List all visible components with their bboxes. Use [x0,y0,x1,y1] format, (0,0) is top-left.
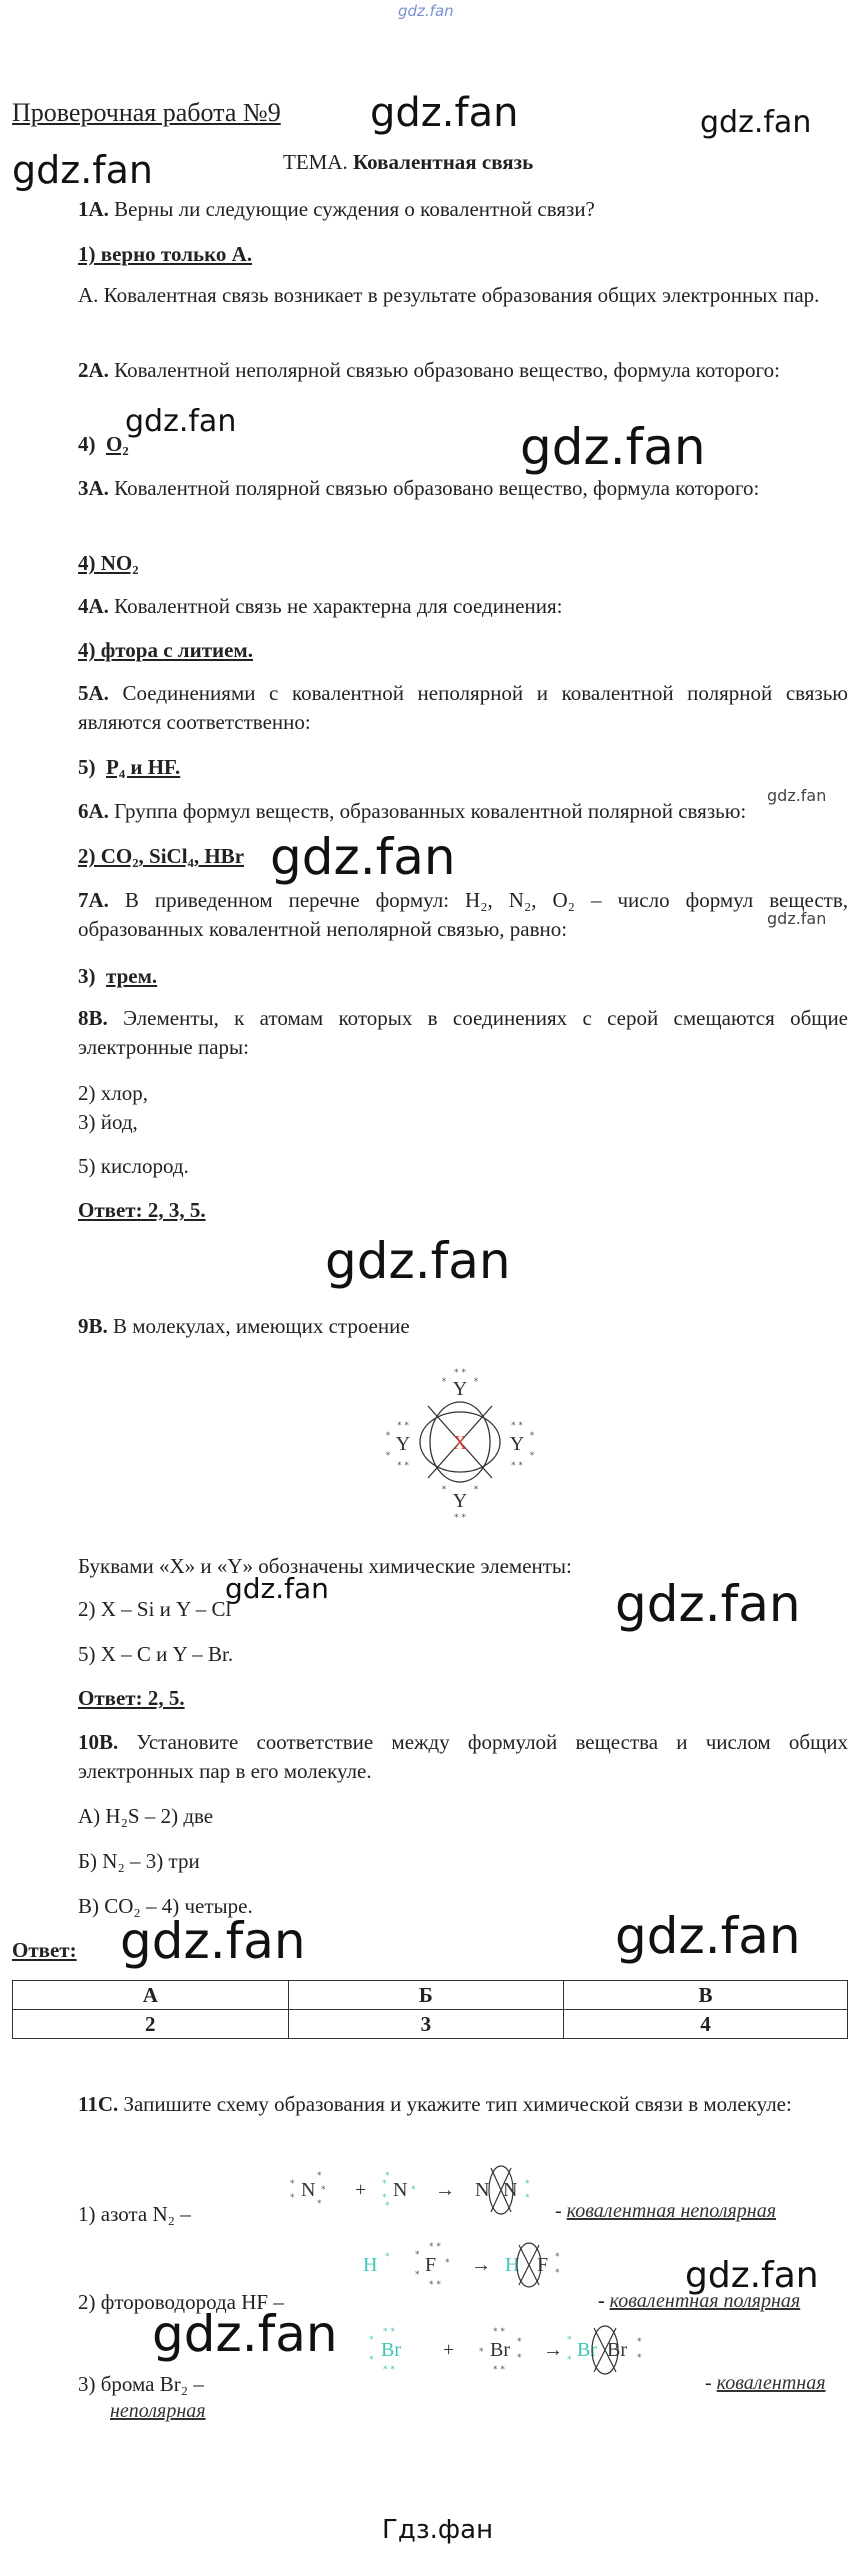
scheme-label: 3) брома Br₂ – [78,2372,204,2396]
option: 5) кислород. [78,1154,189,1178]
question-4 [78,592,848,621]
watermark: gdz.fan [700,105,812,140]
question-number: 9В. [78,1314,108,1338]
watermark: gdz.fan [225,1572,329,1605]
svg-text:*: * [567,2335,572,2345]
svg-text:*: * [385,2201,390,2211]
answer-label: Ответ: [12,1938,77,1962]
atom-symbol: F [537,2254,549,2276]
bond-type [598,2290,800,2313]
svg-text:*: * [445,2258,450,2268]
atom-symbol: Br [577,2339,597,2361]
plus-sign: + [443,2339,455,2361]
formation-scheme-br2 [365,2320,675,2380]
statement-1: А. Ковалентная связь возникает в результате образования общих электронных пар. [78,283,820,307]
question-text: Ковалентной неполярной связью образовано вещество, формула которого: [114,358,780,382]
svg-text:*: * [529,1431,535,1441]
svg-text:*: * [290,2179,295,2189]
topic-prefix: ТЕМА. [283,150,348,174]
question-10 [78,1728,848,1786]
scheme-label: 2) фтороводорода HF – [78,2290,284,2314]
bond-type-text: неполярная [110,2400,206,2422]
svg-text:*: * [517,2337,522,2347]
svg-text:*: * [317,2171,322,2181]
answer-5 [78,753,180,782]
svg-text:*: * [369,2335,374,2345]
ligand-atom: Y [452,1378,468,1400]
svg-text:* *: * * [429,2280,441,2290]
atom-symbol: N [503,2179,518,2201]
atom-symbol: Br [607,2339,627,2361]
answer-value: O₂ [106,432,129,456]
answer-value: трем. [106,964,158,988]
svg-text:*: * [517,2353,522,2363]
question-text: Ковалентной полярной связью образовано вещество, формула которого: [114,476,760,500]
svg-text:*: * [473,1377,479,1387]
atom-symbol: F [425,2254,437,2276]
ligand-atom: Y [509,1433,525,1455]
arrow: → [471,2254,491,2276]
plus-sign: + [355,2179,367,2201]
answer-8: Ответ: 2, 3, 5. [78,1198,206,1222]
question-text: В молекулах, имеющих строение [113,1314,410,1338]
option: 3) йод, [78,1110,138,1134]
question-8 [78,1004,848,1062]
question-text: Соединениями с ковалентной неполярной и ковалентной полярной связью являются соответственно: [78,681,848,734]
table-cell: 2 [13,2010,289,2039]
ligand-atom: Y [395,1433,411,1455]
ligand-atom: Y [452,1490,468,1512]
molecule-structure-diagram [380,1362,540,1522]
svg-text:*: * [385,1431,391,1441]
dash: - [705,2372,712,2394]
question-6 [78,797,848,826]
bond-type [555,2200,776,2223]
question-11 [78,2090,848,2119]
page-title: Проверочная работа №9 [12,98,281,127]
svg-text:*: * [290,2193,295,2203]
table-header-row [13,1981,848,2010]
answer-2 [78,430,129,459]
svg-text:*: * [555,2252,560,2262]
svg-text:*: * [473,1485,479,1495]
question-text: Группа формул веществ, образованных ковалентной полярной связью: [114,799,747,823]
scheme-label: 1) азота N₂ – [78,2202,191,2226]
watermark: gdz.fan [12,148,154,192]
svg-text:*: * [382,2179,387,2189]
table-row [13,2010,848,2039]
answer-table [12,1980,848,2039]
svg-text:*: * [385,2171,390,2181]
question-2 [78,356,848,385]
answer-9: Ответ: 2, 5. [78,1686,185,1710]
arrow: → [543,2339,563,2361]
question-number: 4А. [78,594,109,618]
svg-text:*: * [441,1377,447,1387]
watermark: gdz.fan [120,1912,306,1970]
svg-text:* *: * * [397,1461,409,1471]
option: 5) X – C и Y – Br. [78,1642,234,1666]
option: Б) N₂ – 3) три [78,1849,200,1873]
svg-text:*: * [637,2353,642,2363]
question-text: Установите соответствие между формулой вещества и числом общих электронных пар в его молекуле. [78,1730,848,1783]
svg-text:*: * [637,2337,642,2347]
question-1 [78,195,848,224]
atom-symbol: N [393,2179,408,2201]
bond-type [705,2372,826,2395]
bond-type-text: ковалентная [716,2372,826,2394]
question-3 [78,474,848,503]
question-number: 5А. [78,681,109,705]
question-number: 10В. [78,1730,119,1754]
svg-text:*: * [317,2199,322,2209]
dash: - [598,2290,605,2312]
svg-text:* *: * * [493,2365,505,2375]
question-number: 6А. [78,799,109,823]
option: 2) хлор, [78,1081,148,1105]
answer-number: 4) [78,432,96,456]
answer-number: 5) [78,755,96,779]
watermark: gdz.fan [370,90,519,136]
table-header-cell: В [564,1981,848,2010]
atom-symbol: Br [381,2339,401,2361]
watermark: gdz.fan [615,1575,801,1633]
topic-name: Ковалентная связь [353,150,534,174]
arrow: → [435,2179,455,2201]
option: А) H₂S – 2) две [78,1804,214,1828]
diagram-caption: Буквами «X» и «Y» обозначены химические элементы: [78,1554,572,1578]
atom-symbol: N [301,2179,316,2201]
svg-text:*: * [411,2185,416,2195]
watermark-top: gdz.fan [398,2,454,20]
question-number: 2А. [78,358,109,382]
answer-1: 1) верно только А. [78,242,253,266]
question-text: Верны ли следующие суждения о ковалентной связи? [114,197,595,221]
question-number: 1А. [78,197,109,221]
atom-symbol: H [363,2254,378,2276]
table-cell: 4 [564,2010,848,2039]
svg-text:*: * [385,1451,391,1461]
watermark-bottom: Гдз.фан [382,2515,494,2545]
answer-value: P₄ и HF. [106,755,181,779]
watermark: gdz.fan [685,2255,819,2296]
svg-text:* *: * * [511,1461,523,1471]
svg-text:*: * [415,2250,420,2260]
answer-6: 2) CO₂, SiCl₄, HBr [78,844,245,868]
svg-text:* *: * * [454,1368,466,1378]
watermark: gdz.fan [615,1907,801,1965]
formation-scheme-n2 [285,2160,595,2230]
svg-text:*: * [479,2347,484,2357]
svg-text:*: * [567,2355,572,2365]
svg-text:*: * [369,2355,374,2365]
atom-symbol: Br [490,2339,510,2361]
svg-text:*: * [441,1485,447,1495]
option: В) CO₂ – 4) четыре. [78,1894,253,1918]
svg-text:*: * [415,2270,420,2280]
svg-text:* *: * * [383,2327,395,2337]
question-5 [78,679,848,737]
atom-symbol: H [505,2254,520,2276]
svg-text:*: * [525,2179,530,2189]
bond-type-text: ковалентная полярная [609,2290,801,2312]
svg-text:*: * [321,2185,326,2195]
watermark: gdz.fan [270,828,456,886]
watermark: gdz.fan [520,418,706,476]
answer-number: 3) [78,964,96,988]
svg-text:* *: * * [429,2242,441,2252]
question-text: Элементы, к атомам которых в соединениях с серой смещаются общие электронные пары: [78,1006,848,1059]
question-number: 7А. [78,888,109,912]
table-header-cell: А [13,1981,289,2010]
question-text: Ковалентной связь не характерна для соединения: [114,594,563,618]
dash: - [555,2200,562,2222]
bond-type-text: ковалентная неполярная [566,2200,777,2222]
svg-text:*: * [385,2252,390,2262]
question-text: В приведенном перечне формул: H₂, N₂, O₂ – число формул веществ, образованных ковалентной неполярной связью, равно: [78,888,849,941]
svg-text:* *: * * [454,1513,466,1522]
question-text: Запишите схему образования и укажите тип химической связи в молекуле: [123,2092,792,2116]
table-cell: 3 [288,2010,564,2039]
answer-3: 4) NO₂ [78,551,139,575]
watermark: gdz.fan [152,2305,338,2363]
svg-text:* *: * * [383,2365,395,2375]
question-7 [78,886,848,944]
option: 2) X – Si и Y – Cl [78,1597,232,1621]
svg-text:*: * [525,2193,530,2203]
atom-symbol: N [475,2179,490,2201]
svg-text:*: * [382,2193,387,2203]
svg-text:* *: * * [397,1421,409,1431]
question-number: 11С. [78,2092,119,2116]
svg-text:* *: * * [511,1421,523,1431]
svg-text:*: * [555,2268,560,2278]
watermark: gdz.fan [125,404,237,439]
question-number: 3А. [78,476,109,500]
svg-text:*: * [529,1451,535,1461]
answer-7 [78,962,157,991]
answer-4: 4) фтора с литием. [78,638,253,662]
watermark: gdz.fan [767,909,827,928]
table-header-cell: Б [288,1981,564,2010]
question-number: 8В. [78,1006,108,1030]
center-atom: X [452,1432,468,1454]
question-9 [78,1312,410,1341]
watermark: gdz.fan [767,786,827,805]
topic-line [283,148,533,177]
svg-text:* *: * * [493,2327,505,2337]
formation-scheme-hf [355,2235,595,2295]
watermark: gdz.fan [325,1232,511,1290]
